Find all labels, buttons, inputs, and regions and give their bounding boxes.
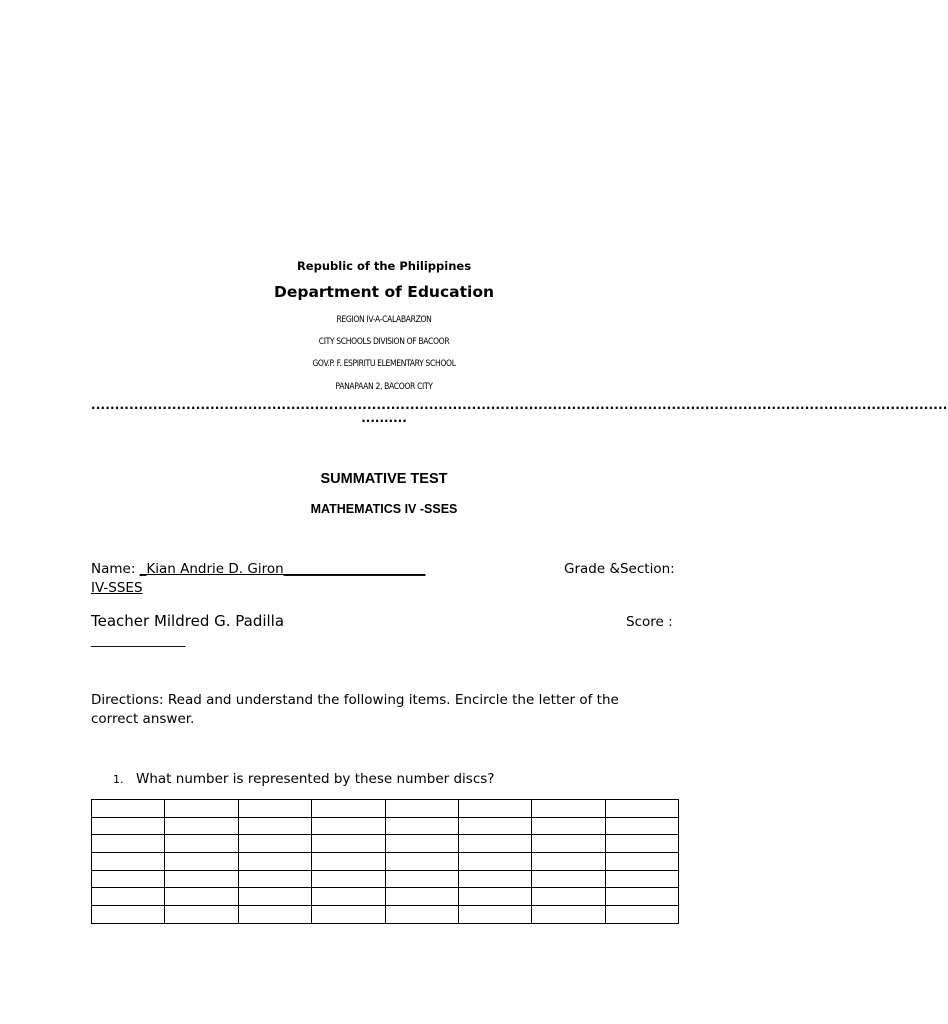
directions-line-2: correct answer. [91, 711, 195, 727]
table-cell [165, 835, 238, 853]
table-cell [238, 817, 311, 835]
table-cell [92, 888, 165, 906]
table-cell [605, 835, 678, 853]
table-row [92, 870, 679, 888]
table-row [92, 888, 679, 906]
table-cell [532, 870, 605, 888]
table-cell [532, 817, 605, 835]
table-cell [532, 853, 605, 871]
table-cell [385, 835, 458, 853]
table-row [92, 853, 679, 871]
table-cell [532, 906, 605, 924]
table-cell [385, 906, 458, 924]
table-cell [385, 800, 458, 818]
table-cell [238, 888, 311, 906]
table-cell [238, 835, 311, 853]
department-heading: Department of Education [273, 283, 495, 301]
teacher-line: Teacher Mildred G. Padilla [91, 612, 285, 630]
table-cell [458, 800, 531, 818]
name-row [91, 561, 425, 577]
table-cell [165, 906, 238, 924]
table-cell [312, 906, 385, 924]
school-line: GOV.P. F. ESPIRITU ELEMENTARY SCHOOL [312, 359, 456, 369]
table-row [92, 906, 679, 924]
question-text: What number is represented by these number discs? [136, 771, 495, 787]
table-cell [92, 835, 165, 853]
table-cell [532, 800, 605, 818]
table-cell [92, 870, 165, 888]
address-line: PANAPAAN 2, BACOOR CITY [335, 382, 433, 392]
table-cell [165, 870, 238, 888]
table-cell [458, 835, 531, 853]
table-row [92, 800, 679, 818]
table-cell [385, 817, 458, 835]
table-cell [605, 906, 678, 924]
table-cell [458, 870, 531, 888]
table-cell [605, 888, 678, 906]
table-cell [92, 906, 165, 924]
table-cell [238, 906, 311, 924]
number-disc-table [91, 799, 679, 924]
directions-line-1: Directions: Read and understand the following items. Encircle the letter of the [91, 692, 619, 708]
table-row [92, 835, 679, 853]
name-label: Name: [91, 561, 140, 577]
dotted-separator: .................................................................................................................................................................................... [91, 398, 948, 412]
table-cell [458, 906, 531, 924]
table-cell [312, 853, 385, 871]
table-cell [458, 817, 531, 835]
table-cell [312, 800, 385, 818]
table-cell [165, 817, 238, 835]
table-cell [238, 870, 311, 888]
table-cell [605, 870, 678, 888]
table-cell [385, 870, 458, 888]
table-cell [312, 817, 385, 835]
table-cell [605, 800, 678, 818]
name-value: _Kian Andrie D. Giron_____________________ [139, 561, 426, 577]
table-row [92, 817, 679, 835]
score-label: Score : [626, 614, 673, 630]
table-cell [458, 853, 531, 871]
score-blank: ______________ [91, 632, 186, 648]
table-cell [238, 800, 311, 818]
test-title: SUMMATIVE TEST [320, 471, 448, 487]
table-cell [165, 888, 238, 906]
republic-heading: Republic of the Philippines [296, 259, 472, 273]
grade-section-label: Grade &Section: [564, 561, 675, 577]
table-cell [92, 853, 165, 871]
dotted-separator-tail: .......... [361, 411, 407, 425]
table-cell [385, 853, 458, 871]
table-cell [92, 800, 165, 818]
table-cell [532, 835, 605, 853]
table-cell [605, 853, 678, 871]
table-cell [385, 888, 458, 906]
grade-section-value: IV-SSES [91, 580, 143, 596]
division-line: CITY SCHOOLS DIVISION OF BACOOR [318, 337, 450, 347]
test-subject: MATHEMATICS IV -SSES [310, 502, 458, 516]
table-cell [458, 888, 531, 906]
table-cell [605, 817, 678, 835]
table-cell [312, 888, 385, 906]
table-cell [92, 817, 165, 835]
table-cell [532, 888, 605, 906]
table-cell [165, 853, 238, 871]
question-number: 1. [113, 773, 124, 786]
table-cell [312, 870, 385, 888]
table-cell [165, 800, 238, 818]
region-line: REGION IV-A-CALABARZON [336, 315, 432, 325]
table-cell [238, 853, 311, 871]
table-cell [312, 835, 385, 853]
